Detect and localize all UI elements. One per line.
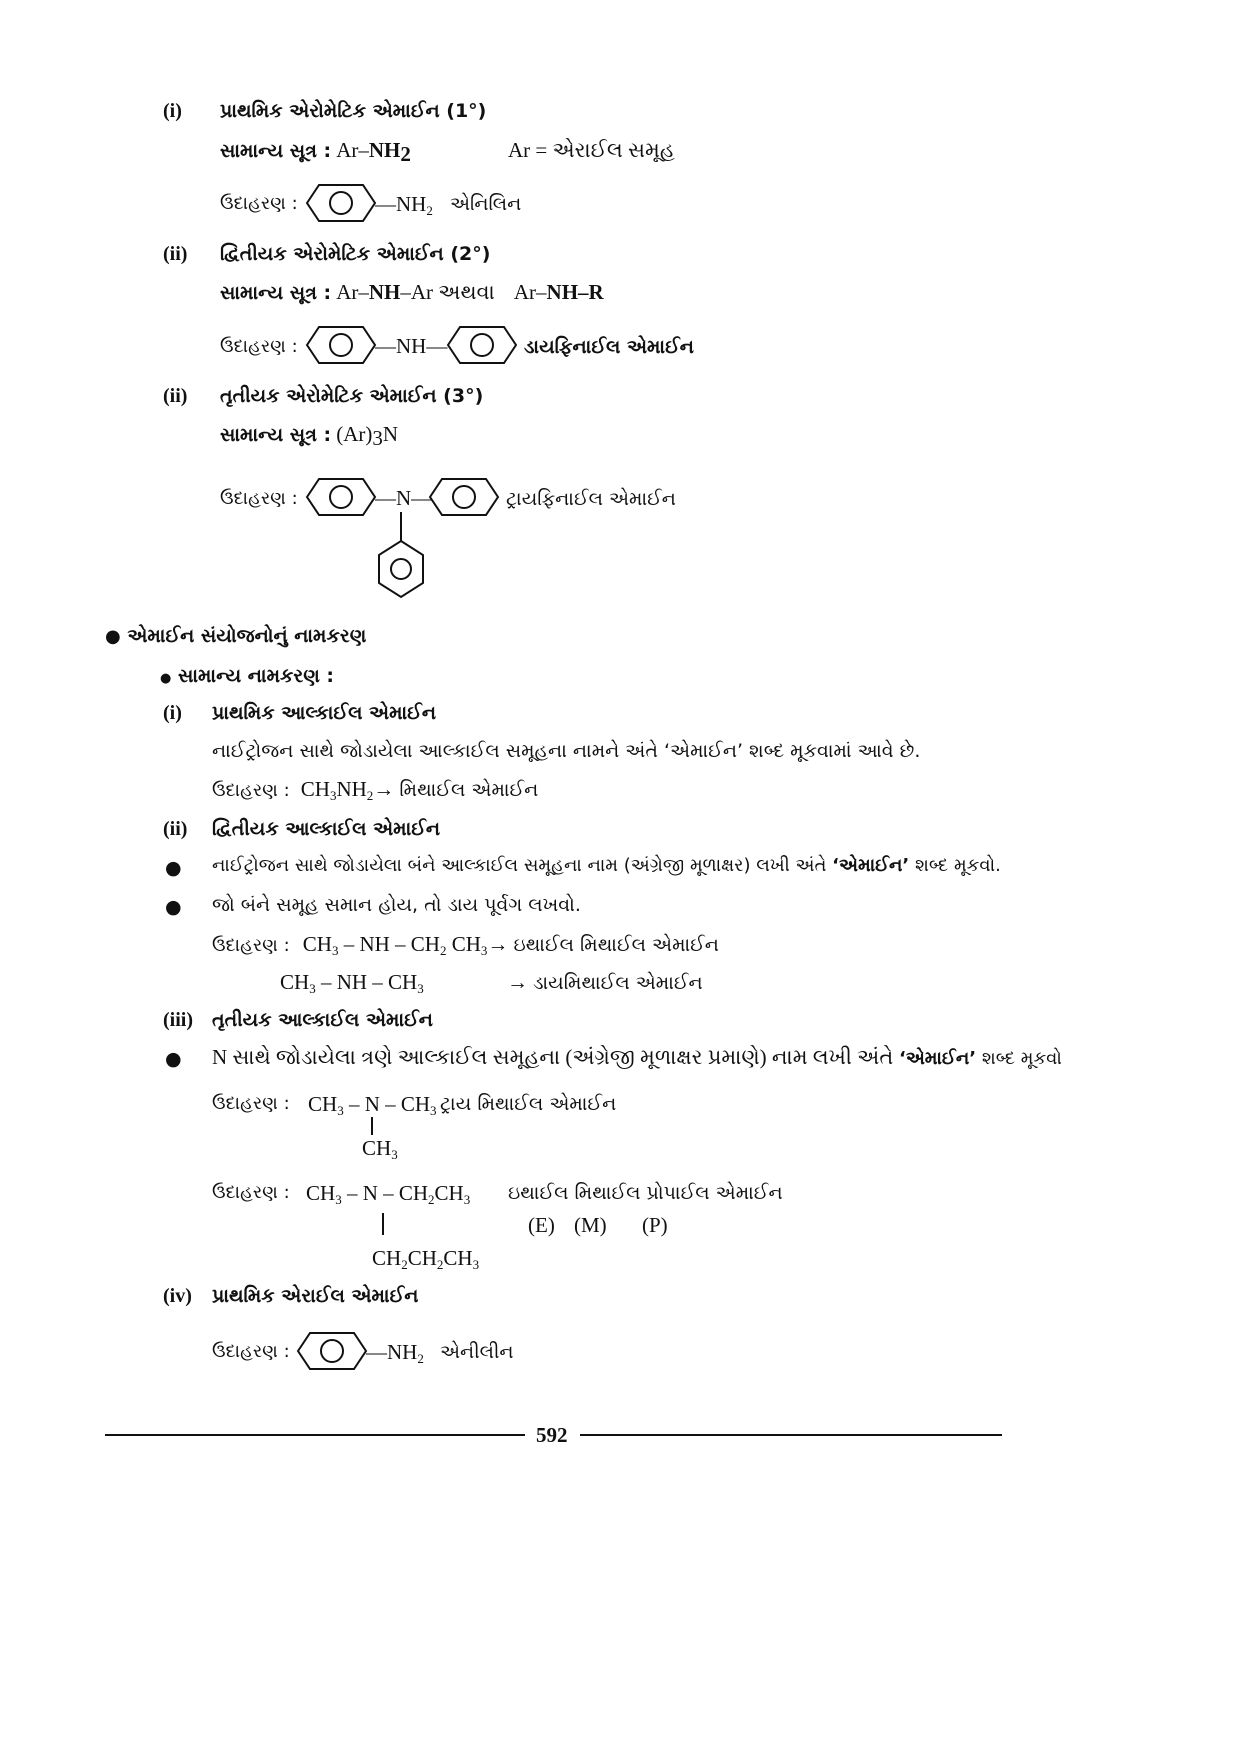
page-number: 592: [536, 1423, 568, 1447]
formula-label: સામાન્ય સૂત્ર :: [220, 140, 332, 162]
compound-name: ઇથાઈલ મિથાઈલ પ્રોપાઈલ એમાઈન: [508, 1182, 783, 1204]
rule-text: નાઈટ્રોજન સાથે જોડાયેલા આલ્કાઈલ સમૂહના નામને અંતે ‘એમાઈન’ શબ્દ મૂકવામાં આવે છે.: [212, 740, 921, 762]
benzene-ring-icon: [305, 183, 377, 223]
item-number: (ii): [163, 818, 188, 840]
compound-name: ટ્રાય મિથાઈલ એમાઈન: [440, 1093, 617, 1115]
footer-rule-left: [105, 1434, 525, 1436]
example-label: ઉદાહરણ :: [220, 488, 298, 509]
example-label: ઉદાહરણ :: [220, 193, 298, 214]
section-title: પ્રાથમિક આલ્કાઈલ એમાઈન: [212, 702, 436, 724]
example-label: ઉદાહરણ :: [212, 1093, 290, 1114]
nh-link: —NH—: [375, 334, 448, 358]
section-title: પ્રાથમિક એરોમેટિક એમાઈન (1°): [220, 100, 487, 122]
compound-name: ડાયફિનાઈલ એમાઈન: [524, 336, 694, 358]
formula: $CH_3$: [362, 1136, 398, 1162]
item-number: (ii): [163, 243, 188, 265]
group-tag: (E): [528, 1213, 555, 1237]
rule-text: નાઈટ્રોજન સાથે જોડાયેલા બંને આલ્કાઈલ સમૂહના નામ (અંગ્રેજી મૂળાક્ષર) લખી અંતે ‘એમાઈન’ શબ્દ મૂકવો.: [212, 855, 1001, 876]
section-title: દ્વિતીયક આલ્કાઈલ એમાઈન: [212, 818, 441, 840]
formula: $CH_3$ – N – $CH_2CH_3$: [306, 1181, 471, 1207]
n-link: —N—: [375, 486, 433, 510]
section-title: તૃતીયક એરોમેટિક એમાઈન (3°): [220, 385, 484, 407]
benzene-ring-icon: [446, 325, 518, 365]
example-label: ઉદાહરણ :: [212, 1341, 290, 1362]
item-number: (i): [163, 100, 182, 122]
formula: $CH_3$ – N – $CH_3$: [308, 1092, 437, 1118]
footer-rule-right: [580, 1434, 1002, 1436]
compound-name: એનીલીન: [440, 1341, 514, 1363]
section-title: તૃતીયક આલ્કાઈલ એમાઈન: [212, 1009, 433, 1031]
example-label: ઉદાહરણ :: [212, 1182, 290, 1203]
common-naming-heading: ● સામાન્ય નામકરણ :: [160, 665, 335, 687]
ar-definition: Ar = એરાઈલ સમૂહ: [508, 138, 675, 162]
bond-line-icon: [371, 1117, 373, 1135]
bullet-point: ●: [165, 857, 182, 879]
section-title: પ્રાથમિક એરાઈલ એમાઈન: [212, 1285, 419, 1307]
amino-group: $—NH_2$: [375, 192, 433, 218]
bullet-point: ●: [165, 896, 182, 918]
group-tag: (P): [642, 1213, 668, 1237]
item-number: (i): [163, 702, 182, 724]
benzene-ring-icon: [296, 1331, 368, 1371]
benzene-ring-icon: [305, 325, 377, 365]
item-number: (iv): [163, 1285, 192, 1307]
rule-text: N સાથે જોડાયેલા ત્રણે આલ્કાઈલ સમૂહના (અંગ્રેજી મૂળાક્ષર પ્રમાણે) નામ લખી અંતે ‘એમાઈન’ શબ્દ મૂકવો: [212, 1045, 1062, 1069]
nomenclature-heading: ● એમાઈન સંયોજનોનું નામકરણ: [105, 625, 367, 647]
section-title: દ્વિતીયક એરોમેટિક એમાઈન (2°): [220, 243, 491, 265]
example-label: ઉદાહરણ :: [220, 336, 298, 357]
benzene-ring-icon: [305, 477, 377, 517]
benzene-ring-icon: [428, 477, 500, 517]
bond-line-icon: [382, 1213, 384, 1235]
compound-name: ટ્રાયફિનાઈલ એમાઈન: [506, 488, 676, 510]
compound-name: એનિલિન: [450, 193, 522, 215]
bond-line-icon: [399, 512, 403, 542]
general-formula: સામાન્ય સૂત્ર : $Ar-NH_2$: [220, 138, 411, 166]
benzene-ring-icon: [377, 540, 425, 598]
example-line: → ડાયમિથાઈલ એમાઈન: [507, 970, 703, 994]
bullet-point: ●: [165, 1048, 182, 1070]
rule-text: જો બંને સમૂહ સમાન હોય, તો ડાય પૂર્વગ લખવો.: [212, 894, 581, 916]
formula: $CH_3$ – NH – $CH_3$: [280, 970, 424, 996]
item-number: (iii): [163, 1009, 193, 1031]
formula: $CH_2CH_2CH_3$: [372, 1246, 480, 1272]
example-line: ઉદાહરણ : $CH_3NH_2\to$ મિથાઈલ એમાઈન: [212, 777, 539, 803]
example-line: ઉદાહરણ : $CH_3$ – NH – $CH_2$ $CH_3\to$ ઇથાઈલ મિથાઈલ એમાઈન: [212, 932, 719, 958]
group-tag: (M): [574, 1213, 607, 1237]
item-number: (ii): [163, 385, 188, 407]
amino-group: $—NH_2$: [366, 1340, 424, 1366]
general-formula: સામાન્ય સૂત્ર : $(Ar)_3N$: [220, 422, 399, 450]
general-formula: સામાન્ય સૂત્ર : Ar–NH–Ar અથવા Ar–NH–R: [220, 280, 604, 304]
